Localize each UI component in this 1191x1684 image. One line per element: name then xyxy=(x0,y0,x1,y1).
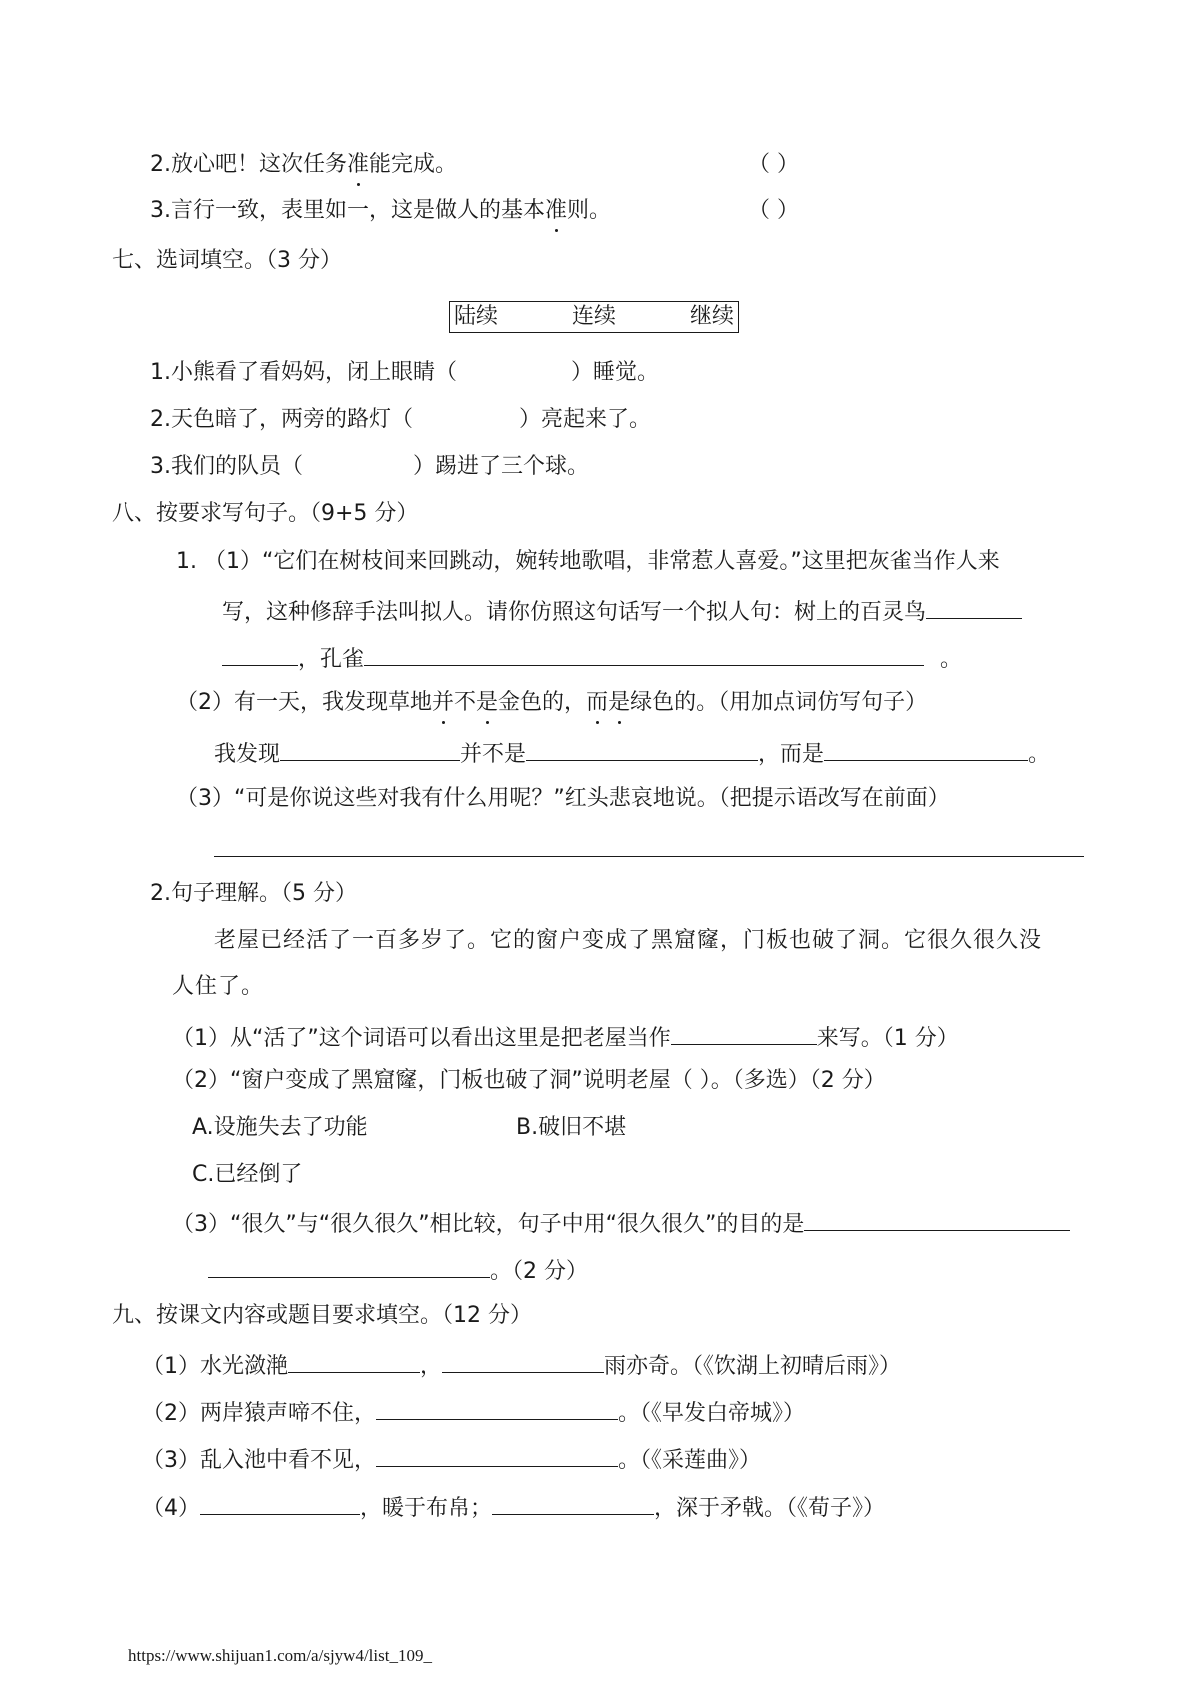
dotted-char: 是 xyxy=(608,688,630,718)
dotted-char: 准 xyxy=(347,150,369,180)
s8-p1-line2 xyxy=(222,594,1022,628)
text: （3）乱入池中看不见， xyxy=(142,1448,376,1473)
s9-q4 xyxy=(142,1490,885,1524)
dotted-char: 并 xyxy=(432,688,454,718)
dotted-char: 准 xyxy=(545,196,567,226)
text: 不 xyxy=(454,690,477,715)
s7-question-1 xyxy=(150,358,659,388)
text: 能完成。 xyxy=(369,152,458,177)
answer-blank[interactable] xyxy=(280,736,460,761)
word-2: 连续 xyxy=(572,304,617,329)
s8-p1-line1: 1. （1）“它们在树枝间来回跳动，婉转地歌唱，非常惹人喜爱。”这里把灰雀当作人来 xyxy=(176,549,1000,574)
passage-line-2: 人住了。 xyxy=(172,974,265,999)
answer-blank[interactable] xyxy=(804,1206,1070,1231)
s8-sub1 xyxy=(172,1020,959,1054)
s8-p2-fill xyxy=(214,736,1050,770)
option-c[interactable]: C.已经倒了 xyxy=(192,1162,303,1187)
s6-answer-paren-2[interactable]: （ ） xyxy=(748,152,799,177)
s8-sub3 xyxy=(172,1206,1070,1240)
text: 。（《采莲曲》） xyxy=(618,1448,762,1473)
text: 2.放心吧！这次任务 xyxy=(150,152,347,177)
s7-question-2 xyxy=(150,405,651,435)
answer-blank[interactable] xyxy=(926,594,1022,619)
text: ）亮起来了。 xyxy=(519,407,652,432)
s9-q3 xyxy=(142,1442,761,1476)
text: 3.我们的队员（ xyxy=(150,454,303,479)
s8-p1-line3 xyxy=(222,641,962,675)
option-a[interactable]: A.设施失去了功能 xyxy=(192,1115,368,1140)
text: （4） xyxy=(142,1496,200,1521)
s9-q1 xyxy=(142,1348,901,1382)
answer-blank[interactable] xyxy=(376,1442,618,1467)
section-8-title: 八、按要求写句子。（9+5 分） xyxy=(112,501,419,526)
text: 我发现 xyxy=(214,742,281,767)
word-1: 陆续 xyxy=(454,304,499,329)
text: ，暖于布帛； xyxy=(360,1496,493,1521)
answer-blank[interactable] xyxy=(824,736,1028,761)
s6-answer-paren-3[interactable]: （ ） xyxy=(748,198,799,223)
answer-blank[interactable] xyxy=(376,1395,618,1420)
answer-blank[interactable] xyxy=(222,641,298,666)
text: （3）“很久”与“很久很久”相比较，句子中用“很久很久”的目的是 xyxy=(172,1212,805,1237)
s7-question-3 xyxy=(150,452,589,482)
answer-blank[interactable] xyxy=(364,641,924,666)
text: 金色的， xyxy=(498,690,587,715)
text: 。（2 分） xyxy=(490,1259,588,1284)
dotted-char: 而 xyxy=(586,688,608,718)
answer-blank[interactable] xyxy=(200,1490,360,1515)
word-choice-box xyxy=(449,301,739,333)
text: 。 xyxy=(940,647,963,672)
section-9-title: 九、按课文内容或题目要求填空。（12 分） xyxy=(112,1303,532,1328)
text: ，孔雀 xyxy=(298,647,365,672)
text: ， xyxy=(420,1354,443,1379)
text: ，而是 xyxy=(758,742,825,767)
answer-blank[interactable] xyxy=(208,1253,490,1278)
text: 来写。（1 分） xyxy=(816,1026,959,1051)
text: 3.言行一致，表里如一，这是做人的基本 xyxy=(150,198,545,223)
s6-question-2 xyxy=(150,150,457,180)
s8-sub3-end xyxy=(208,1253,588,1287)
text: ）睡觉。 xyxy=(571,360,660,385)
text: 则。 xyxy=(567,198,612,223)
footer-url[interactable]: https://www.shijuan1.com/a/sjyw4/list_109_ xyxy=(128,1646,432,1665)
section-7-title: 七、选词填空。（3 分） xyxy=(112,248,342,273)
s8-p3-line: （3）“可是你说这些对我有什么用呢？”红头悲哀地说。（把提示语改写在前面） xyxy=(176,786,950,811)
s9-q2 xyxy=(142,1395,805,1429)
text: （1）水光潋滟 xyxy=(142,1354,288,1379)
text: 。（《早发白帝城》） xyxy=(618,1401,806,1426)
s8-q2-title: 2.句子理解。（5 分） xyxy=(150,881,357,906)
option-b[interactable]: B.破旧不堪 xyxy=(516,1115,627,1140)
text: 。 xyxy=(1028,742,1051,767)
answer-blank[interactable] xyxy=(288,1348,420,1373)
text: 并不是 xyxy=(460,742,527,767)
passage-line-1: 老屋已经活了一百多岁了。它的窗户变成了黑窟窿，门板也破了洞。它很久很久没 xyxy=(214,928,1043,953)
s8-p2-line xyxy=(176,688,927,718)
text: （1）从“活了”这个词语可以看出这里是把老屋当作 xyxy=(172,1026,671,1051)
s8-sub2: （2）“窗户变成了黑窟窿，门板也破了洞”说明老屋（ ）。（多选）（2 分） xyxy=(172,1068,886,1093)
answer-blank[interactable] xyxy=(442,1348,604,1373)
s8-p3-answer-line[interactable] xyxy=(214,856,1084,857)
text: （2）两岸猿声啼不住， xyxy=(142,1401,376,1426)
text: （2）有一天，我发现草地 xyxy=(176,690,432,715)
text: ，深于矛戟。（《荀子》） xyxy=(654,1496,886,1521)
text: 写，这种修辞手法叫拟人。请你仿照这句话写一个拟人句：树上的百灵鸟 xyxy=(222,600,927,625)
word-3: 继续 xyxy=(690,304,735,329)
text: 雨亦奇。（《饮湖上初晴后雨》） xyxy=(604,1354,902,1379)
dotted-char: 是 xyxy=(476,688,498,718)
answer-blank[interactable] xyxy=(526,736,758,761)
s6-question-3 xyxy=(150,196,611,226)
text: ）踢进了三个球。 xyxy=(413,454,590,479)
answer-blank[interactable] xyxy=(492,1490,654,1515)
text: 2.天色暗了，两旁的路灯（ xyxy=(150,407,413,432)
answer-blank[interactable] xyxy=(671,1020,817,1045)
text: 1.小熊看了看妈妈，闭上眼睛（ xyxy=(150,360,457,385)
text: 绿色的。（用加点词仿写句子） xyxy=(630,690,928,715)
